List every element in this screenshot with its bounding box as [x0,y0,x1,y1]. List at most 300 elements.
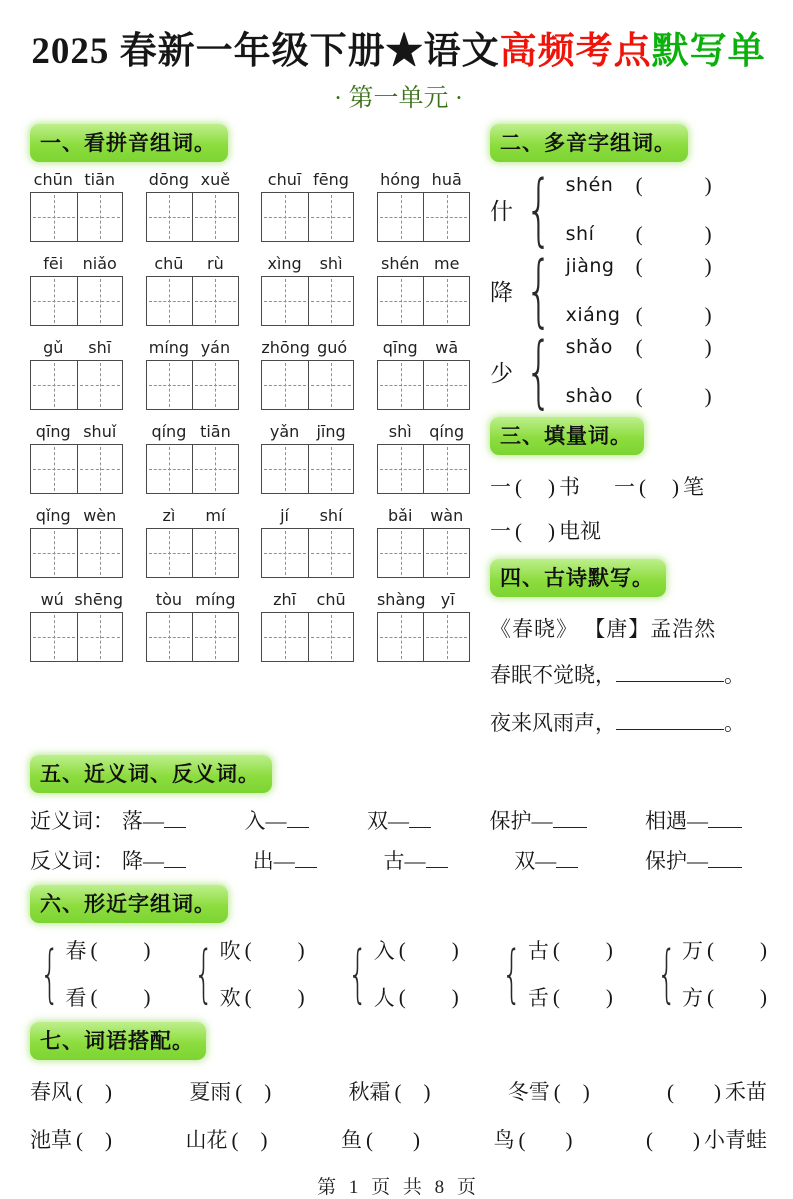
collocation-item [494,1124,573,1154]
pair-row [528,935,613,965]
polyphone-group [490,164,767,255]
lparen-glyph: ( [706,937,714,962]
measure-word-item [614,471,704,501]
brace-glyph: { [525,164,553,255]
answer-parens [366,1128,420,1153]
pinyin-syllable: shàng [376,590,426,609]
pinyin-syllable: zì [162,506,176,525]
word-item [245,805,309,835]
word-text: 冬雪 [507,1080,550,1104]
pinyin-pair [30,590,123,609]
answer-parens [76,1080,112,1105]
brace-glyph: { [525,245,553,336]
lparen-glyph: ( [667,1080,674,1104]
word-item [645,805,742,835]
writing-cell [147,361,193,409]
pinyin-syllable: rù [207,254,224,273]
answer-parens [646,1128,700,1153]
pinyin-pair [146,338,239,357]
writing-cell [147,613,193,661]
writing-cell [192,445,238,493]
word-item [253,845,317,875]
pinyin-syllable: qīng [382,338,418,357]
rparen-glyph: ) [105,1080,112,1104]
pinyin-pair [261,422,354,441]
pinyin-word-block [146,254,239,326]
writing-cell [77,193,123,241]
pinyin-word-block [261,170,354,242]
writing-cell [77,445,123,493]
polyphone-character: 少 [490,361,513,386]
brace-glyph: { [348,936,368,1010]
answer-parens [636,254,712,279]
pinyin-word-block [261,338,354,410]
pair-rows [682,935,767,1012]
pinyin-syllable: wàn [430,506,464,525]
lparen-glyph: ( [76,1128,83,1152]
pair-rows [374,935,459,1012]
measure-word-line [490,515,767,545]
rparen-glyph: ) [759,937,767,962]
word-text: 小青蛙 [704,1128,767,1152]
reading-pinyin: shén [565,174,614,196]
answer-parens [553,938,613,963]
collocation-row [30,1124,767,1154]
pinyin-word-block [30,506,123,578]
poem-blank [616,677,724,682]
writing-cell [378,445,424,493]
rparen-glyph: ) [704,383,712,408]
pinyin-syllable: gǔ [43,338,64,357]
pinyin-syllable: xuě [200,170,231,189]
word-text: 禾苗 [725,1080,767,1104]
character: 万 [681,939,703,963]
word-text: 鱼 [341,1128,362,1152]
pinyin-syllable: chūn [33,170,73,189]
answer-parens [515,519,555,544]
brace-glyph: { [525,326,553,417]
answer-parens [636,173,712,198]
pinyin-syllable: mí [205,506,226,525]
writing-grid [30,444,123,494]
word-text: 降— [122,849,164,873]
lparen-glyph: ( [515,475,522,499]
lparen-glyph: ( [235,1080,243,1104]
pinyin-syllable: chū [154,254,184,273]
word-text: 秋霜 [348,1080,391,1104]
writing-grid [377,360,470,410]
collocation-item-tail [667,1076,767,1106]
pinyin-syllable: tiān [200,422,231,441]
writing-cell [147,529,193,577]
pinyin-pair [377,506,470,525]
poem-line-punct: 。 [724,663,745,687]
lparen-glyph: ( [231,1128,239,1152]
writing-cell [423,613,469,661]
reading-pinyin: shào [565,385,613,407]
answer-parens [245,985,305,1010]
row-label: 近义词： [30,809,114,833]
pinyin-word-block [377,170,470,242]
collocation-item [349,1076,431,1106]
item-post: 笔 [683,475,704,499]
writing-cell [308,529,354,577]
item-pre: 一 [614,475,635,499]
pair-row [682,982,767,1012]
word-item [645,845,742,875]
rparen-glyph: ) [143,937,151,962]
writing-cell [31,445,77,493]
pinyin-pair [30,170,123,189]
answer-parens [245,938,305,963]
pinyin-pair [377,422,470,441]
pinyin-syllable: tòu [155,590,182,609]
row-label: 反义词： [30,849,114,873]
pinyin-syllable: wú [40,590,64,609]
pinyin-syllable: chuī [267,170,302,189]
writing-cell [77,277,123,325]
writing-grid [377,528,470,578]
pinyin-pair [30,254,123,273]
pinyin-syllable: shuǐ [83,422,117,441]
pinyin-word-block [261,506,354,578]
measure-word-item [490,471,580,501]
rparen-glyph: ) [759,984,767,1009]
brace-glyph: { [193,936,214,1010]
writing-cell [31,529,77,577]
pair-row [374,935,459,965]
item-pre: 一 [490,475,511,499]
reading-line [566,384,767,409]
answer-parens [553,985,613,1010]
character-pair-group [338,935,458,1012]
pinyin-row [30,170,470,242]
pinyin-syllable: guó [317,338,348,357]
answer-parens [76,1128,112,1153]
word-text: 山花 [185,1128,228,1152]
pair-row [682,935,767,965]
lparen-glyph: ( [635,302,643,327]
rparen-glyph: ) [413,1128,420,1152]
writing-grid [146,276,239,326]
answer-parens [395,1080,431,1105]
lparen-glyph: ( [90,984,98,1009]
word-text: 双— [514,849,557,873]
poem-line [490,707,767,737]
character: 春 [65,939,87,963]
pinyin-word-block [261,254,354,326]
character-pair-group [647,935,767,1012]
pinyin-word-block [377,422,470,494]
character: 欢 [219,986,241,1010]
lparen-glyph: ( [646,1128,653,1152]
writing-grid [261,276,354,326]
lparen-glyph: ( [635,383,643,408]
word-item [122,805,186,835]
word-text: 保护— [489,809,553,833]
pinyin-word-block [261,590,354,662]
collocation-item [341,1124,420,1154]
readings [566,173,767,247]
reading-pinyin: shí [565,223,595,245]
writing-cell [423,277,469,325]
brace-glyph: { [39,936,60,1010]
writing-cell [147,445,193,493]
writing-cell [423,445,469,493]
reading-pinyin: shǎo [565,336,613,358]
collocation-item [30,1076,112,1106]
readings [566,335,767,409]
pinyin-syllable: hóng [380,170,421,189]
character: 吹 [219,939,241,963]
pinyin-syllable: zhōng [261,338,310,357]
word-item [367,805,431,835]
writing-grid [261,528,354,578]
pinyin-pair [146,422,239,441]
section-6-heading: 六、形近字组词。 [30,885,228,923]
pair-row [65,982,150,1012]
pinyin-word-block [30,254,123,326]
lparen-glyph: ( [635,221,643,246]
lparen-glyph: ( [635,253,643,278]
writing-cell [262,193,308,241]
writing-cell [262,613,308,661]
pinyin-syllable: qíng [429,422,465,441]
pinyin-row [30,422,470,494]
rparen-glyph: ) [143,984,151,1009]
answer-parens [707,985,767,1010]
measure-word-item [490,515,601,545]
character: 古 [527,939,549,963]
poem-line [490,659,767,689]
rparen-glyph: ) [105,1128,112,1152]
pinyin-syllable: huā [431,170,462,189]
writing-grid [261,612,354,662]
pinyin-syllable: qíng [151,422,187,441]
row-items [122,805,742,835]
pair-rows [65,935,150,1012]
poem-blank [616,725,724,730]
pinyin-pair [377,170,470,189]
two-column-layout [30,124,767,755]
poem-title: 《春晓》 【唐】孟浩然 [490,617,717,641]
lparen-glyph: ( [398,937,406,962]
writing-cell [308,613,354,661]
measure-word-line [490,471,767,501]
polyphone-character: 降 [490,280,513,305]
character-pair-group [184,935,304,1012]
writing-cell [77,613,123,661]
title-part-black: 2025 春新一年级下册★语文 [31,31,500,72]
word-text: 落— [122,809,164,833]
pinyin-syllable: zhī [273,590,297,609]
pinyin-word-block [377,506,470,578]
writing-cell [192,529,238,577]
lparen-glyph: ( [90,937,98,962]
pinyin-syllable: shī [88,338,112,357]
answer-parens [639,475,679,500]
pinyin-syllable: wā [435,338,459,357]
pinyin-pair [146,590,239,609]
answer-parens [515,475,555,500]
word-text: 春风 [30,1080,72,1104]
word-text: 出— [252,849,295,873]
lparen-glyph: ( [518,1128,526,1152]
pinyin-word-block [30,170,123,242]
left-column [30,124,470,674]
word-text: 池草 [30,1128,72,1152]
pinyin-pair [30,422,123,441]
pinyin-word-block [146,170,239,242]
pinyin-word-block [30,590,123,662]
writing-grid [377,192,470,242]
writing-cell [423,529,469,577]
rparen-glyph: ) [565,1128,573,1152]
writing-grid [30,360,123,410]
pinyin-word-block [261,422,354,494]
answer-blank [287,823,309,828]
pinyin-row [30,254,470,326]
answer-parens [399,938,459,963]
rparen-glyph: ) [693,1128,700,1152]
answer-blank [295,863,317,868]
writing-grid [377,276,470,326]
rparen-glyph: ) [704,221,712,246]
reading-line [566,335,767,360]
writing-cell [262,445,308,493]
pinyin-pair [377,590,470,609]
rparen-glyph: ) [297,937,305,962]
section-3 [490,417,767,545]
writing-cell [192,361,238,409]
lparen-glyph: ( [552,984,560,1009]
answer-blank [426,863,448,868]
writing-grid [261,360,354,410]
writing-cell [192,193,238,241]
writing-grid [261,192,354,242]
polyphone-group [490,326,767,417]
rparen-glyph: ) [451,937,459,962]
pair-row [374,982,459,1012]
section-5 [30,755,767,875]
pinyin-pair [30,506,123,525]
pinyin-word-block [377,338,470,410]
pinyin-word-block [146,506,239,578]
lparen-glyph: ( [244,984,252,1009]
pinyin-syllable: shēng [74,590,123,609]
writing-cell [423,193,469,241]
lparen-glyph: ( [515,519,522,543]
lparen-glyph: ( [635,334,643,359]
reading-line [566,254,767,279]
pinyin-pair [261,590,354,609]
poem-line-text: 春眠不觉晓， [490,663,616,687]
pair-row [220,982,305,1012]
writing-cell [262,361,308,409]
rparen-glyph: ) [451,984,459,1009]
right-column [490,124,767,755]
pinyin-word-block [377,254,470,326]
writing-grid [30,276,123,326]
writing-cell [378,613,424,661]
collocation-item-tail [646,1124,767,1154]
writing-cell [308,277,354,325]
writing-cell [378,361,424,409]
section-6 [30,885,767,1012]
answer-parens [235,1080,271,1105]
answer-parens [667,1080,721,1105]
writing-grid [146,528,239,578]
pinyin-word-block [30,338,123,410]
section-7 [30,1022,767,1154]
lparen-glyph: ( [635,172,643,197]
answer-blank [708,863,742,868]
collocation-item [186,1124,268,1154]
rparen-glyph: ) [704,334,712,359]
antonym-row [30,845,767,875]
pinyin-word-block [146,338,239,410]
rparen-glyph: ) [672,475,679,499]
pinyin-pair [146,254,239,273]
collocation-item [189,1076,271,1106]
pinyin-syllable: yī [440,590,455,609]
rparen-glyph: ) [297,984,305,1009]
answer-parens [707,938,767,963]
answer-parens [636,222,712,247]
section-4-heading: 四、古诗默写。 [490,559,666,597]
pinyin-syllable: yǎn [269,422,300,441]
collocation-item [508,1076,590,1106]
writing-cell [308,361,354,409]
writing-cell [147,193,193,241]
word-text: 双— [367,809,409,833]
answer-parens [232,1128,268,1153]
writing-cell [77,529,123,577]
pinyin-pair [377,338,470,357]
writing-cell [378,529,424,577]
pinyin-syllable: míng [195,590,236,609]
section-5-heading: 五、近义词、反义词。 [30,755,272,793]
pinyin-syllable: fēi [43,254,64,273]
writing-grid [146,612,239,662]
page-title [30,20,767,74]
pinyin-row [30,338,470,410]
pinyin-word-block [30,422,123,494]
writing-cell [378,277,424,325]
pinyin-syllable: bǎi [388,506,413,525]
rparen-glyph: ) [605,937,613,962]
lparen-glyph: ( [394,1080,402,1104]
character-pair-group [492,935,612,1012]
pinyin-syllable: dōng [148,170,190,189]
pinyin-row [30,590,470,662]
character: 入 [373,939,395,963]
pinyin-word-block [146,590,239,662]
word-text: 相遇— [645,809,708,833]
writing-cell [31,361,77,409]
pinyin-syllable: niǎo [82,254,117,273]
pinyin-syllable: shì [319,254,343,273]
pinyin-pair [261,338,354,357]
rparen-glyph: ) [548,475,555,499]
row-items [122,845,742,875]
pinyin-syllable: shì [388,422,412,441]
lparen-glyph: ( [76,1080,83,1104]
pinyin-pair [261,506,354,525]
pinyin-syllable: shén [380,254,420,273]
rparen-glyph: ) [704,302,712,327]
word-item [122,845,186,875]
